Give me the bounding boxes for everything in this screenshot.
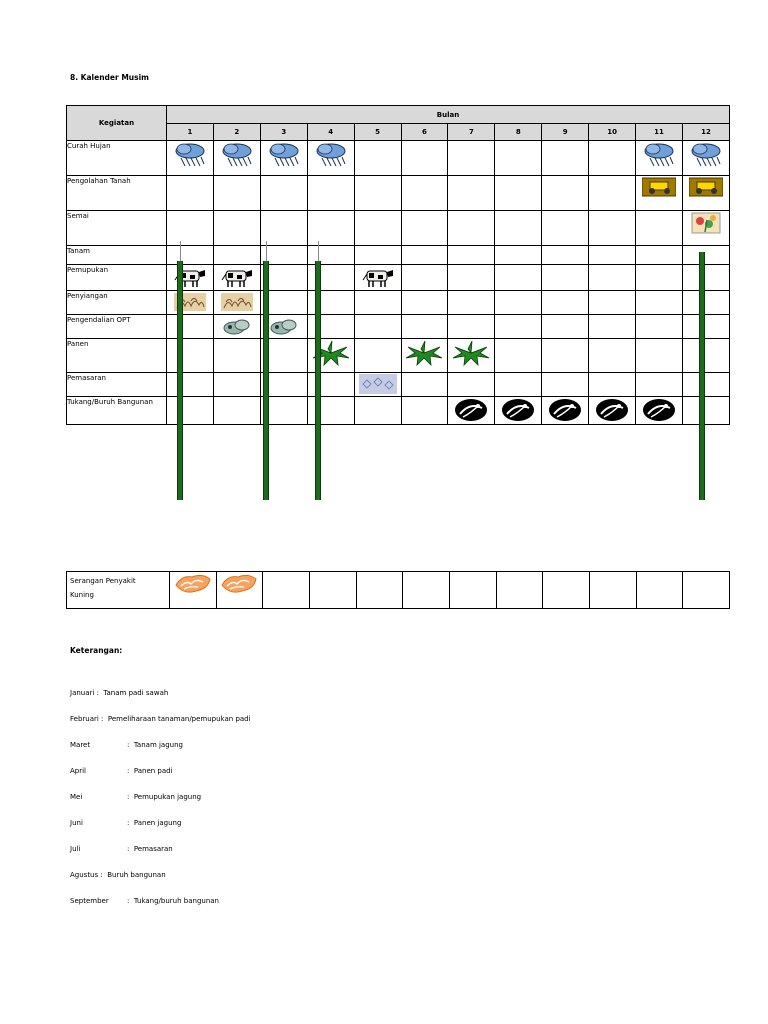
disease-month-cell bbox=[356, 572, 403, 609]
month-header-3: 3 bbox=[260, 124, 307, 141]
activity-label: Tukang/Buruh Bangunan bbox=[67, 397, 167, 425]
pole-tip bbox=[180, 241, 181, 261]
market-icon bbox=[359, 374, 397, 396]
month-cell bbox=[542, 265, 589, 291]
keterangan-separator: : bbox=[98, 871, 108, 879]
month-cell bbox=[589, 265, 636, 291]
month-cell bbox=[167, 291, 214, 315]
month-cell bbox=[589, 373, 636, 397]
planting-pole-month-1 bbox=[177, 261, 183, 500]
month-cell bbox=[401, 246, 448, 265]
month-cell bbox=[589, 339, 636, 373]
activity-row bbox=[67, 265, 730, 291]
keterangan-title: Keterangan: bbox=[70, 646, 123, 655]
month-cell bbox=[542, 339, 589, 373]
month-header-12: 12 bbox=[682, 124, 729, 141]
month-cell bbox=[354, 141, 401, 176]
tractor-icon bbox=[642, 177, 676, 199]
month-cell bbox=[213, 141, 260, 176]
month-cell bbox=[401, 291, 448, 315]
tractor-icon bbox=[689, 177, 723, 199]
month-cell bbox=[213, 315, 260, 339]
activity-label: Pemupukan bbox=[67, 265, 167, 291]
activity-row bbox=[67, 211, 730, 246]
bulan-header: Bulan bbox=[167, 106, 730, 124]
month-cell bbox=[495, 176, 542, 211]
month-cell bbox=[167, 246, 214, 265]
month-cell bbox=[307, 176, 354, 211]
month-cell bbox=[167, 211, 214, 246]
disease-month-cell bbox=[309, 572, 356, 609]
month-cell bbox=[213, 211, 260, 246]
month-cell bbox=[167, 315, 214, 339]
disease-month-cell bbox=[216, 572, 263, 609]
disease-month-cell bbox=[170, 572, 217, 609]
month-cell bbox=[542, 176, 589, 211]
rain-cloud-icon bbox=[173, 142, 207, 170]
month-cell bbox=[495, 315, 542, 339]
month-cell bbox=[167, 397, 214, 425]
month-cell bbox=[542, 397, 589, 425]
month-cell bbox=[495, 339, 542, 373]
month-cell bbox=[682, 373, 729, 397]
month-cell bbox=[213, 265, 260, 291]
cow-icon bbox=[361, 266, 395, 290]
keterangan-item bbox=[70, 784, 251, 810]
disease-label bbox=[67, 572, 170, 609]
month-cell bbox=[448, 265, 495, 291]
month-cell bbox=[636, 141, 683, 176]
activity-label: Pemasaran bbox=[67, 373, 167, 397]
keterangan-item bbox=[70, 758, 251, 784]
month-cell bbox=[401, 265, 448, 291]
month-cell bbox=[636, 265, 683, 291]
disease-month-cell bbox=[543, 572, 590, 609]
month-cell bbox=[682, 265, 729, 291]
keterangan-text: Tanam jagung bbox=[133, 741, 183, 749]
disease-table bbox=[66, 571, 730, 609]
month-cell bbox=[354, 176, 401, 211]
month-cell bbox=[542, 373, 589, 397]
month-cell bbox=[213, 176, 260, 211]
keterangan-separator: : bbox=[127, 767, 134, 775]
month-cell bbox=[589, 246, 636, 265]
month-cell bbox=[167, 265, 214, 291]
month-cell bbox=[682, 246, 729, 265]
planting-pole-month-3 bbox=[263, 261, 269, 500]
keterangan-month: Juni bbox=[70, 819, 83, 827]
month-cell bbox=[682, 291, 729, 315]
month-cell bbox=[167, 141, 214, 176]
planting-pole-month-4 bbox=[315, 261, 321, 500]
month-header-1: 1 bbox=[167, 124, 214, 141]
month-cell bbox=[448, 246, 495, 265]
rain-cloud-icon bbox=[314, 142, 348, 170]
rain-cloud-icon bbox=[220, 142, 254, 170]
disease-month-cell bbox=[496, 572, 543, 609]
keterangan-text: Tanam padi sawah bbox=[103, 689, 169, 697]
keterangan-item bbox=[70, 732, 251, 758]
month-cell bbox=[448, 339, 495, 373]
month-cell bbox=[682, 339, 729, 373]
activity-label: Semai bbox=[67, 211, 167, 246]
activity-label: Pengendalian OPT bbox=[67, 315, 167, 339]
month-cell bbox=[354, 315, 401, 339]
disease-month-cell bbox=[683, 572, 730, 609]
keterangan-separator: : bbox=[127, 819, 134, 827]
month-cell bbox=[636, 211, 683, 246]
month-cell bbox=[589, 291, 636, 315]
keterangan-separator: : bbox=[127, 741, 134, 749]
disease-month-cell bbox=[263, 572, 310, 609]
month-cell bbox=[401, 315, 448, 339]
pole-tip bbox=[318, 241, 319, 261]
month-cell bbox=[495, 397, 542, 425]
keterangan-item bbox=[70, 836, 251, 862]
cow-icon bbox=[220, 266, 254, 290]
keterangan-month: Februari bbox=[70, 715, 99, 723]
keterangan-month: Maret bbox=[70, 741, 91, 749]
yellow-disease-icon bbox=[174, 573, 212, 597]
activity-label: Pengolahan Tanah bbox=[67, 176, 167, 211]
month-cell bbox=[213, 373, 260, 397]
month-cell bbox=[354, 246, 401, 265]
month-cell bbox=[636, 246, 683, 265]
keterangan-month: April bbox=[70, 767, 86, 775]
activity-row bbox=[67, 176, 730, 211]
month-cell bbox=[354, 373, 401, 397]
keterangan-text: Panen padi bbox=[133, 767, 173, 775]
month-cell bbox=[213, 291, 260, 315]
section-heading: 8. Kalender Musim bbox=[70, 73, 149, 82]
keterangan-text: Buruh bangunan bbox=[107, 871, 166, 879]
keterangan-separator: : bbox=[127, 897, 134, 905]
month-cell bbox=[448, 373, 495, 397]
disease-month-cell bbox=[403, 572, 450, 609]
month-cell bbox=[495, 265, 542, 291]
green-plant-icon bbox=[405, 340, 443, 368]
month-cell bbox=[636, 291, 683, 315]
activity-row bbox=[67, 246, 730, 265]
month-cell bbox=[260, 211, 307, 246]
keterangan-month: Januari bbox=[70, 689, 95, 697]
month-cell bbox=[401, 397, 448, 425]
month-cell bbox=[213, 397, 260, 425]
month-cell bbox=[682, 397, 729, 425]
month-cell bbox=[682, 211, 729, 246]
month-cell bbox=[448, 176, 495, 211]
activity-row bbox=[67, 397, 730, 425]
month-cell bbox=[307, 141, 354, 176]
month-cell bbox=[542, 211, 589, 246]
month-cell bbox=[589, 397, 636, 425]
month-cell bbox=[213, 246, 260, 265]
month-cell bbox=[401, 141, 448, 176]
pest-control-icon bbox=[267, 316, 301, 338]
disease-label-line2: Kuning bbox=[70, 591, 94, 599]
rain-cloud-icon bbox=[267, 142, 301, 170]
builder-tool-icon bbox=[595, 398, 629, 424]
month-cell bbox=[354, 211, 401, 246]
green-plant-icon bbox=[452, 340, 490, 368]
month-cell bbox=[448, 397, 495, 425]
activity-row bbox=[67, 339, 730, 373]
keterangan-text: Panen jagung bbox=[133, 819, 182, 827]
month-cell bbox=[401, 211, 448, 246]
keterangan-separator: : bbox=[98, 715, 108, 723]
month-cell bbox=[448, 315, 495, 339]
keterangan-text: Pemeliharaan tanaman/pemupukan padi bbox=[107, 715, 251, 723]
month-cell bbox=[636, 176, 683, 211]
activity-row bbox=[67, 315, 730, 339]
pest-control-icon bbox=[220, 316, 254, 338]
activity-row bbox=[67, 373, 730, 397]
keterangan-item bbox=[70, 810, 251, 836]
rain-cloud-icon bbox=[642, 142, 676, 170]
month-cell bbox=[354, 265, 401, 291]
keterangan-separator: : bbox=[127, 845, 134, 853]
month-cell bbox=[682, 176, 729, 211]
keterangan-text: Pemasaran bbox=[133, 845, 173, 853]
month-cell bbox=[589, 176, 636, 211]
month-header-6: 6 bbox=[401, 124, 448, 141]
keterangan-separator: : bbox=[127, 793, 134, 801]
activity-label: Penyiangan bbox=[67, 291, 167, 315]
month-cell bbox=[260, 141, 307, 176]
activity-label: Panen bbox=[67, 339, 167, 373]
month-cell bbox=[636, 373, 683, 397]
month-cell bbox=[682, 315, 729, 339]
builder-tool-icon bbox=[501, 398, 535, 424]
yellow-disease-icon bbox=[220, 573, 258, 597]
month-cell bbox=[636, 315, 683, 339]
month-cell bbox=[401, 373, 448, 397]
month-cell bbox=[401, 339, 448, 373]
builder-tool-icon bbox=[454, 398, 488, 424]
keterangan-list bbox=[70, 680, 251, 914]
activity-row bbox=[67, 291, 730, 315]
month-cell bbox=[213, 339, 260, 373]
month-cell bbox=[495, 211, 542, 246]
keterangan-item bbox=[70, 888, 251, 914]
keterangan-month: Mei bbox=[70, 793, 83, 801]
disease-month-cell bbox=[589, 572, 636, 609]
pole-tip bbox=[266, 241, 267, 261]
seedling-tray-icon bbox=[691, 212, 721, 236]
keterangan-month: September bbox=[70, 897, 109, 905]
month-cell bbox=[682, 141, 729, 176]
month-cell bbox=[542, 315, 589, 339]
month-cell bbox=[495, 141, 542, 176]
weeds-icon bbox=[220, 292, 254, 314]
month-header-11: 11 bbox=[636, 124, 683, 141]
disease-month-cell bbox=[636, 572, 683, 609]
month-header-8: 8 bbox=[495, 124, 542, 141]
season-calendar-table bbox=[66, 105, 730, 425]
month-header-9: 9 bbox=[542, 124, 589, 141]
planting-pole-month-12 bbox=[699, 252, 705, 500]
keterangan-text: Tukang/buruh bangunan bbox=[133, 897, 219, 905]
month-cell bbox=[448, 291, 495, 315]
month-cell bbox=[542, 141, 589, 176]
keterangan-separator: : bbox=[94, 689, 104, 697]
month-cell bbox=[636, 339, 683, 373]
month-header-5: 5 bbox=[354, 124, 401, 141]
month-cell bbox=[354, 291, 401, 315]
month-cell bbox=[167, 339, 214, 373]
month-cell bbox=[448, 141, 495, 176]
activity-row bbox=[67, 141, 730, 176]
disease-month-cell bbox=[449, 572, 496, 609]
kegiatan-header: Kegiatan bbox=[67, 106, 167, 141]
month-cell bbox=[167, 176, 214, 211]
month-cell bbox=[307, 211, 354, 246]
month-cell bbox=[448, 211, 495, 246]
keterangan-item bbox=[70, 862, 251, 888]
month-cell bbox=[589, 315, 636, 339]
month-cell bbox=[542, 246, 589, 265]
month-header-2: 2 bbox=[213, 124, 260, 141]
month-cell bbox=[495, 291, 542, 315]
month-cell bbox=[260, 176, 307, 211]
month-cell bbox=[589, 211, 636, 246]
month-cell bbox=[589, 141, 636, 176]
month-cell bbox=[495, 246, 542, 265]
activity-label: Curah Hujan bbox=[67, 141, 167, 176]
keterangan-item bbox=[70, 680, 251, 706]
month-cell bbox=[401, 176, 448, 211]
keterangan-text: Pemupukan jagung bbox=[133, 793, 202, 801]
month-cell bbox=[354, 397, 401, 425]
builder-tool-icon bbox=[548, 398, 582, 424]
builder-tool-icon bbox=[642, 398, 676, 424]
month-cell bbox=[495, 373, 542, 397]
month-header-7: 7 bbox=[448, 124, 495, 141]
month-cell bbox=[354, 339, 401, 373]
month-cell bbox=[542, 291, 589, 315]
month-header-4: 4 bbox=[307, 124, 354, 141]
keterangan-item bbox=[70, 706, 251, 732]
month-cell bbox=[636, 397, 683, 425]
disease-label-line1: Serangan Penyakit bbox=[70, 577, 136, 585]
keterangan-month: Juli bbox=[70, 845, 81, 853]
month-header-10: 10 bbox=[589, 124, 636, 141]
activity-label: Tanam bbox=[67, 246, 167, 265]
rain-cloud-icon bbox=[689, 142, 723, 170]
keterangan-month: Agustus bbox=[70, 871, 99, 879]
month-cell bbox=[167, 373, 214, 397]
